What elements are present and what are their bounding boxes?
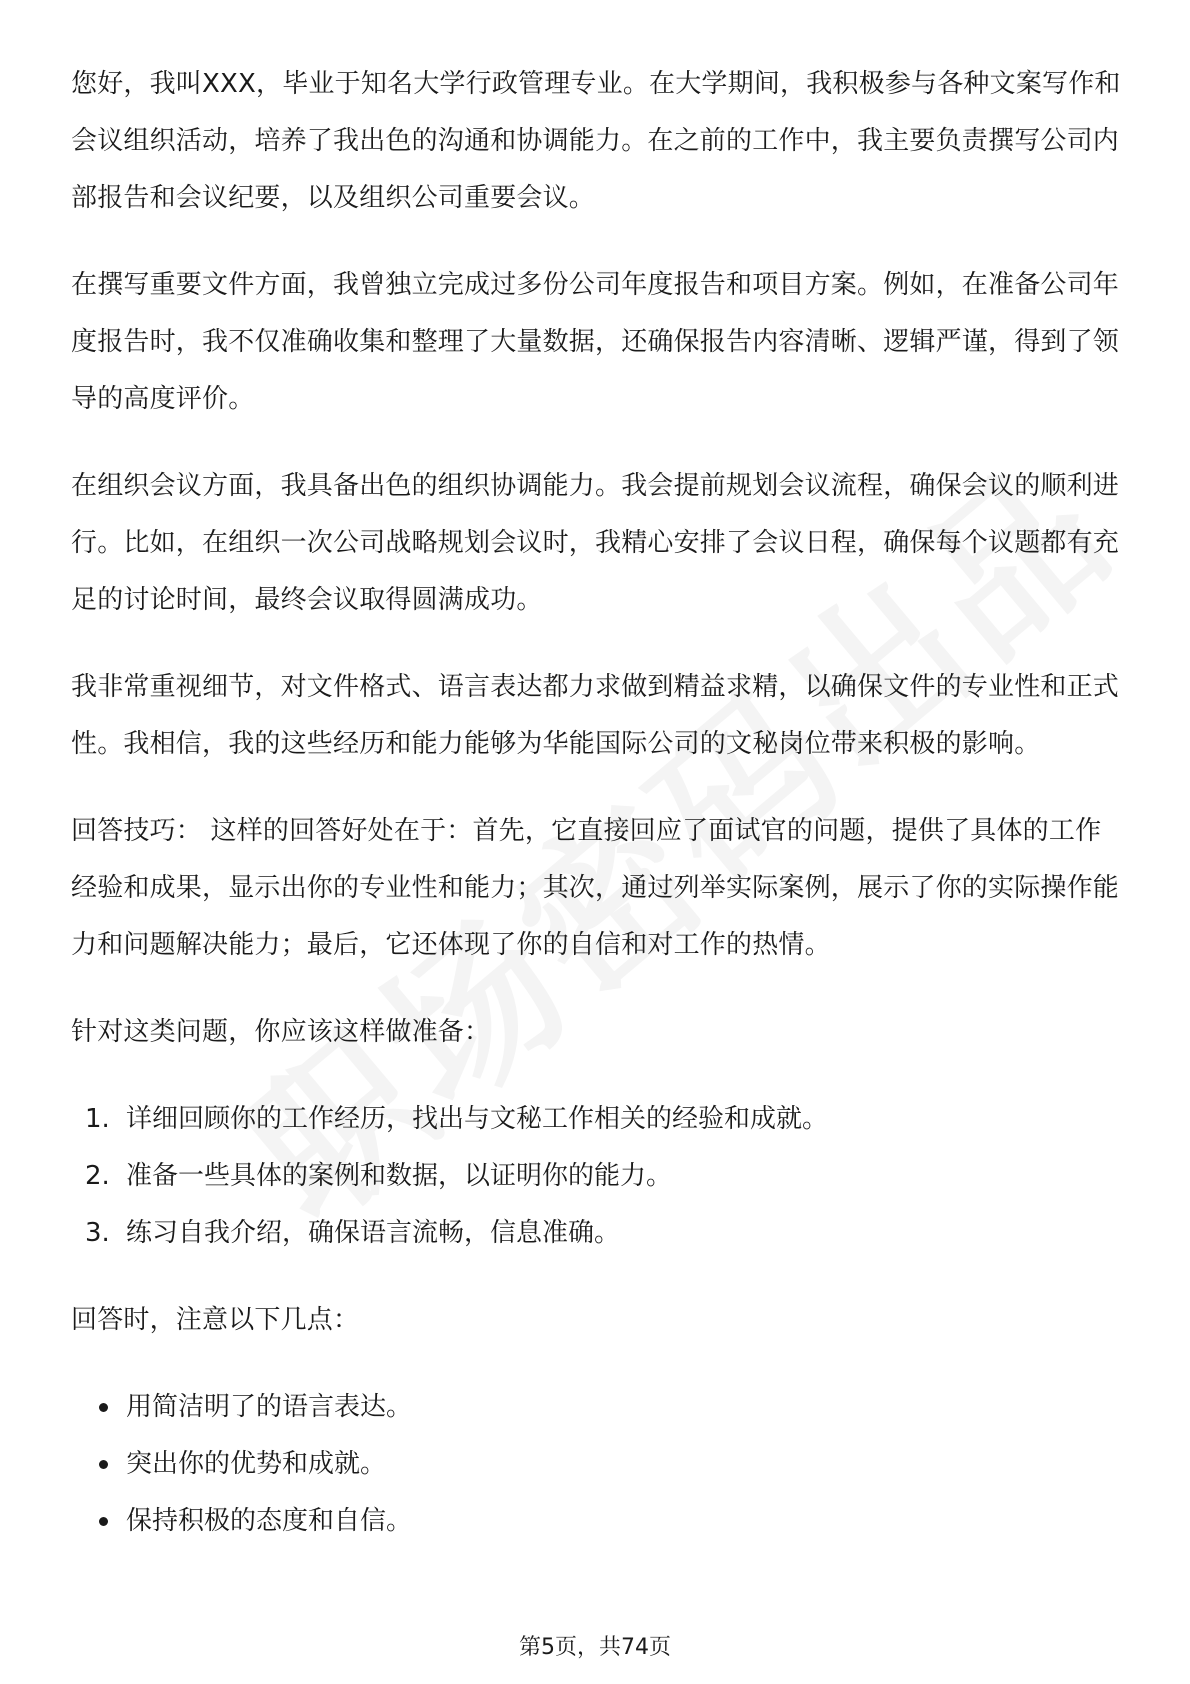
list-item — [71, 1091, 1121, 1148]
bullet-icon — [99, 1460, 108, 1469]
paragraph-documents: 在撰写重要文件方面，我曾独立完成过多份公司年度报告和项目方案。例如，在准备公司年度报告时，我不仅准确收集和整理了大量数据，还确保报告内容清晰、逻辑严谨，得到了领导的高度评价。 — [71, 270, 1120, 414]
list-item — [71, 1205, 1121, 1262]
list-item — [71, 1493, 1121, 1550]
list-item — [71, 1436, 1121, 1493]
bullet-icon — [99, 1517, 108, 1526]
paragraph-intro: 您好，我叫XXX，毕业于知名大学行政管理专业。在大学期间，我积极参与各种文案写作和会议组织活动，培养了我出色的沟通和协调能力。在之前的工作中，我主要负责撰写公司内部报告和会议纪要，以及组织公司重要会议。 — [71, 69, 1121, 213]
tips-list — [71, 1379, 1121, 1550]
list-number: 1. — [85, 1104, 110, 1134]
page-number-footer: 第5页，共74页 — [519, 1635, 671, 1660]
list-item — [71, 1148, 1121, 1205]
paragraph-details: 我非常重视细节，对文件格式、语言表达都力求做到精益求精，以确保文件的专业性和正式性。我相信，我的这些经历和能力能够为华能国际公司的文秘岗位带来积极的影响。 — [71, 672, 1120, 759]
list-item-text: 练习自我介绍，确保语言流畅，信息准确。 — [126, 1218, 621, 1248]
list-number: 2. — [85, 1161, 110, 1191]
paragraph-meetings: 在组织会议方面，我具备出色的组织协调能力。我会提前规划会议流程，确保会议的顺利进行。比如，在组织一次公司战略规划会议时，我精心安排了会议日程，确保每个议题都有充足的讨论时间，最终会议取得圆满成功。 — [71, 471, 1120, 615]
list-item-text: 用简洁明了的语言表达。 — [126, 1392, 413, 1422]
list-item-text: 详细回顾你的工作经历，找出与文秘工作相关的经验和成就。 — [126, 1104, 829, 1134]
list-item — [71, 1379, 1121, 1436]
list-number: 3. — [85, 1218, 110, 1248]
paragraph-answer-tips: 回答技巧： 这样的回答好处在于：首先，它直接回应了面试官的问题，提供了具体的工作经验和成果，显示出你的专业性和能力；其次，通过列举实际案例，展示了你的实际操作能力和问题解决能力；最后，它还体现了你的自信和对工作的热情。 — [71, 816, 1120, 960]
paragraph-preparation-intro: 针对这类问题，你应该这样做准备： — [71, 1017, 491, 1047]
preparation-steps-list — [71, 1091, 1121, 1262]
list-item-text: 突出你的优势和成就。 — [126, 1449, 387, 1479]
list-item-text: 准备一些具体的案例和数据，以证明你的能力。 — [126, 1161, 673, 1191]
paragraph-notes-intro: 回答时，注意以下几点： — [71, 1305, 360, 1335]
bullet-icon — [99, 1403, 108, 1412]
list-item-text: 保持积极的态度和自信。 — [126, 1506, 413, 1536]
page-content — [71, 56, 1121, 1580]
